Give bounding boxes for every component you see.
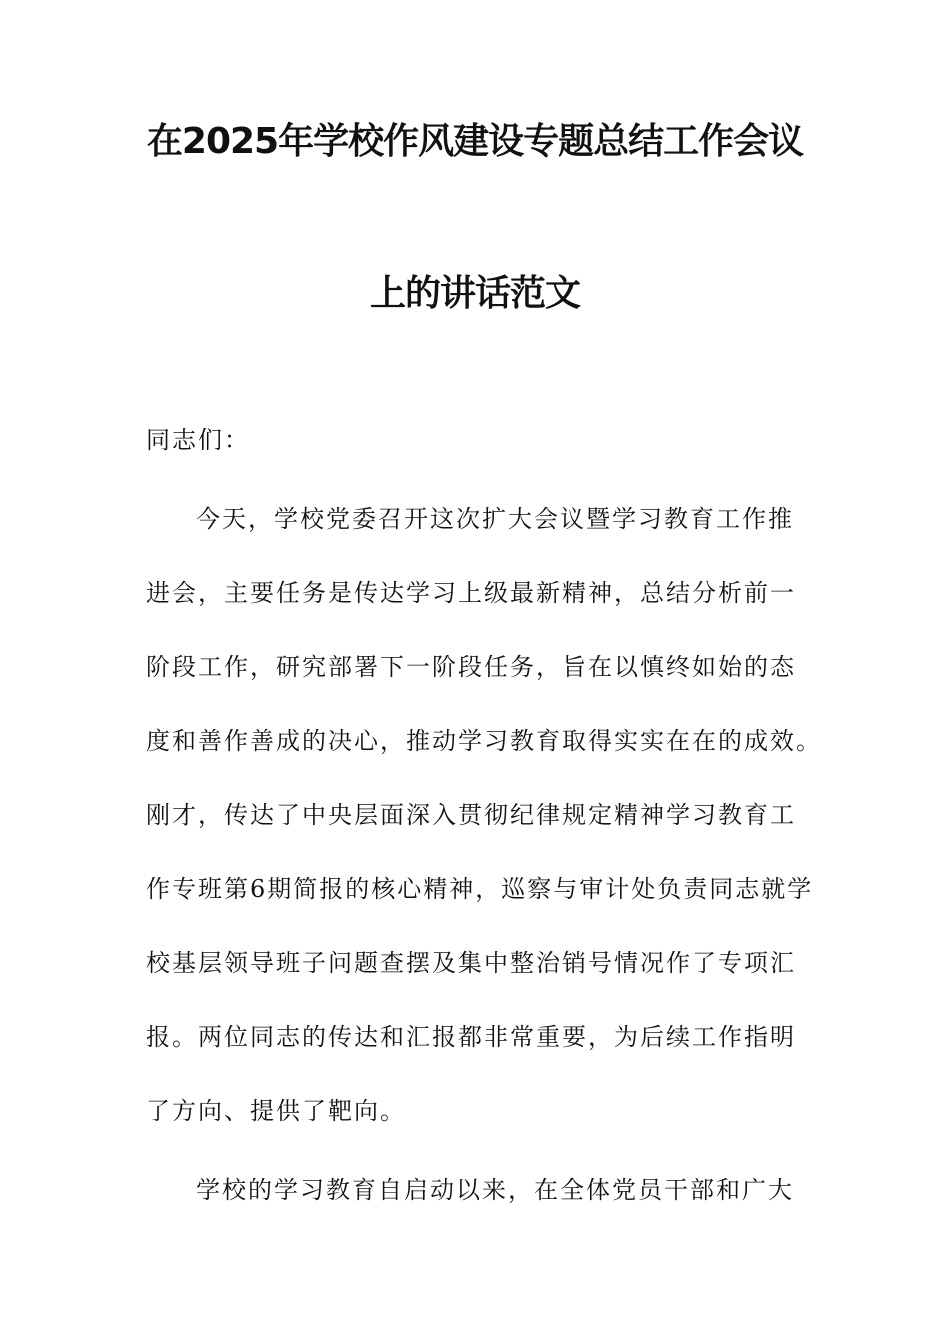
paragraph-1-line: 报。两位同志的传达和汇报都非常重要，为后续工作指明	[146, 1023, 796, 1051]
document-title-line-1: 在2025年学校作风建设专题总结工作会议	[146, 121, 804, 162]
paragraph-2-line: 学校的学习教育自启动以来，在全体党员干部和广大	[196, 1176, 794, 1204]
paragraph-1-line: 了方向、提供了靶向。	[146, 1097, 406, 1125]
salutation: 同志们：	[146, 426, 250, 454]
paragraph-1-line: 刚才，传达了中央层面深入贯彻纪律规定精神学习教育工	[146, 801, 796, 829]
document-title-line-2: 上的讲话范文	[369, 273, 580, 314]
paragraph-1-line: 校基层领导班子问题查摆及集中整治销号情况作了专项汇	[146, 949, 796, 977]
paragraph-1-line: 今天，学校党委召开这次扩大会议暨学习教育工作推	[196, 505, 794, 533]
paragraph-1-line: 阶段工作，研究部署下一阶段任务，旨在以慎终如始的态	[146, 653, 796, 681]
paragraph-1-line: 作专班第6期简报的核心精神，巡察与审计处负责同志就学	[146, 875, 814, 903]
paragraph-1-line: 进会，主要任务是传达学习上级最新精神，总结分析前一	[146, 579, 796, 607]
paragraph-1-line: 度和善作善成的决心，推动学习教育取得实实在在的成效。	[146, 727, 822, 755]
